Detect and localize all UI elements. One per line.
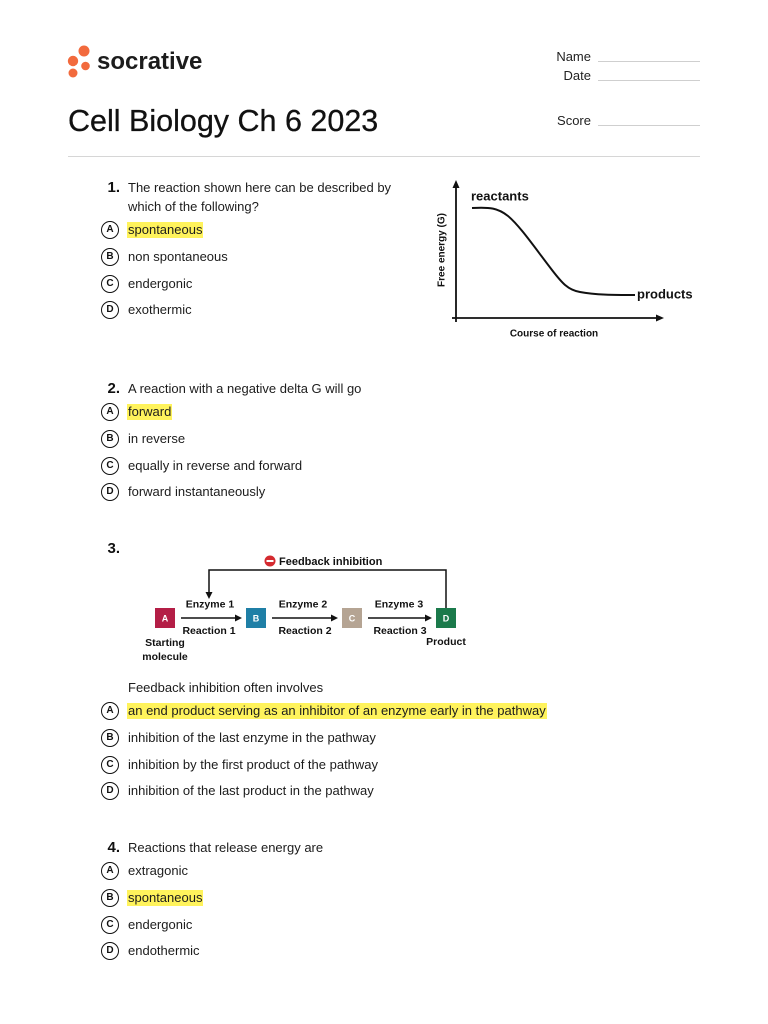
option-a — [0, 698, 768, 725]
question-2 — [0, 379, 768, 506]
option-letter-circle: C — [101, 275, 119, 293]
logo-dot — [81, 62, 90, 71]
option-letter-circle: D — [101, 483, 119, 501]
option-letter-circle: B — [101, 248, 119, 266]
molecule-b-letter: B — [252, 613, 260, 624]
x-axis-arrowhead — [656, 315, 664, 322]
product-label: Product — [426, 635, 466, 648]
answer-options — [0, 858, 768, 965]
question-number: 3. — [107, 539, 120, 557]
enzyme-1-label: Enzyme 1 — [185, 598, 235, 611]
option-letter-circle: C — [101, 457, 119, 475]
reaction-3-arrowhead — [425, 615, 432, 622]
option-text: exothermic — [128, 302, 192, 318]
option-c — [0, 452, 768, 479]
option-text: spontaneous — [128, 222, 203, 238]
option-letter-circle: C — [101, 916, 119, 934]
reaction-2-arrowhead — [331, 615, 338, 622]
question-prompt: Feedback inhibition often involves — [128, 679, 324, 695]
option-letter-circle: A — [101, 221, 119, 239]
option-c — [0, 911, 768, 938]
molecule-d-letter: D — [442, 613, 450, 624]
option-text: in reverse — [128, 431, 186, 447]
reaction-2-label: Reaction 2 — [278, 624, 332, 637]
question-number: 1. — [107, 178, 120, 196]
option-letter-circle: A — [101, 403, 119, 421]
products-label: products — [637, 286, 693, 302]
question-number: 2. — [107, 379, 120, 397]
option-b — [0, 885, 768, 912]
option-letter-circle: B — [101, 430, 119, 448]
option-text: endergonic — [128, 916, 193, 932]
option-d — [0, 938, 768, 965]
score-field — [500, 111, 700, 130]
option-d — [0, 778, 768, 805]
energy-curve — [472, 208, 635, 295]
option-text: spontaneous — [128, 890, 203, 906]
option-text: inhibition by the first product of the pathway — [128, 756, 379, 772]
option-b — [0, 426, 768, 453]
option-text: inhibition of the last enzyme in the pathway — [128, 730, 376, 746]
option-b — [0, 725, 768, 752]
minus-bar — [267, 560, 274, 562]
option-text: equally in reverse and forward — [128, 457, 303, 473]
feedback-pathway-diagram — [130, 550, 475, 665]
option-text: endergonic — [128, 275, 193, 291]
option-a — [0, 399, 768, 426]
logo-dot — [68, 56, 78, 66]
feedback-inhibition-label: Feedback inhibition — [279, 555, 383, 568]
question-prompt: Reactions that release energy are — [128, 839, 324, 855]
option-letter-circle: D — [101, 942, 119, 960]
answer-options — [0, 698, 768, 805]
y-axis-arrowhead — [453, 180, 460, 188]
enzyme-2-label: Enzyme 2 — [278, 598, 328, 611]
question-prompt: A reaction with a negative delta G will go — [128, 380, 362, 396]
option-letter-circle: D — [101, 782, 119, 800]
option-letter-circle: D — [101, 301, 119, 319]
socrative-logo-icon — [66, 44, 92, 80]
name-blank-line — [598, 61, 700, 62]
y-axis-label: Free energy (G) — [436, 213, 448, 287]
question-prompt: The reaction shown here can be described by which of the following? — [128, 179, 392, 214]
date-blank-line — [598, 80, 700, 81]
score-blank-line — [598, 125, 700, 126]
option-text: an end product serving as an inhibitor of an enzyme early in the pathway — [128, 703, 546, 719]
name-label: Name — [556, 48, 591, 64]
question-4 — [0, 838, 768, 965]
energy-diagram — [430, 178, 700, 346]
score-label: Score — [557, 112, 591, 128]
reaction-1-arrowhead — [235, 615, 242, 622]
option-letter-circle: B — [101, 729, 119, 747]
date-field — [500, 66, 700, 85]
reaction-3-label: Reaction 3 — [373, 624, 427, 637]
logo-dot — [69, 69, 78, 78]
molecule-a-letter: A — [161, 613, 169, 624]
option-c — [0, 751, 768, 778]
starting-molecule-label-line-2: molecule — [142, 650, 188, 663]
option-text: forward — [128, 404, 172, 420]
answer-options — [0, 399, 768, 506]
option-letter-circle: B — [101, 889, 119, 907]
option-text: non spontaneous — [128, 249, 228, 265]
reaction-1-label: Reaction 1 — [182, 624, 236, 637]
starting-molecule-label-line-1: Starting — [145, 636, 185, 649]
page-title: Cell Biology Ch 6 2023 — [68, 104, 379, 138]
option-text: inhibition of the last product in the pathway — [128, 783, 374, 799]
question-number: 4. — [107, 838, 120, 856]
option-letter-circle: A — [101, 702, 119, 720]
brand-wordmark: socrative — [97, 48, 203, 75]
option-letter-circle: A — [101, 862, 119, 880]
option-text: extragonic — [128, 863, 188, 879]
option-letter-circle: C — [101, 756, 119, 774]
x-axis-label: Course of reaction — [509, 328, 599, 340]
logo-dot — [79, 46, 90, 57]
option-text: forward instantaneously — [128, 484, 266, 500]
reactants-label: reactants — [471, 188, 529, 204]
enzyme-3-label: Enzyme 3 — [374, 598, 424, 611]
header-divider — [68, 156, 700, 157]
option-d — [0, 479, 768, 506]
name-field — [500, 47, 700, 66]
option-text: endothermic — [128, 943, 200, 959]
molecule-c-letter: C — [348, 613, 356, 624]
option-a — [0, 858, 768, 885]
question-3 — [0, 539, 768, 805]
date-label: Date — [563, 67, 591, 83]
